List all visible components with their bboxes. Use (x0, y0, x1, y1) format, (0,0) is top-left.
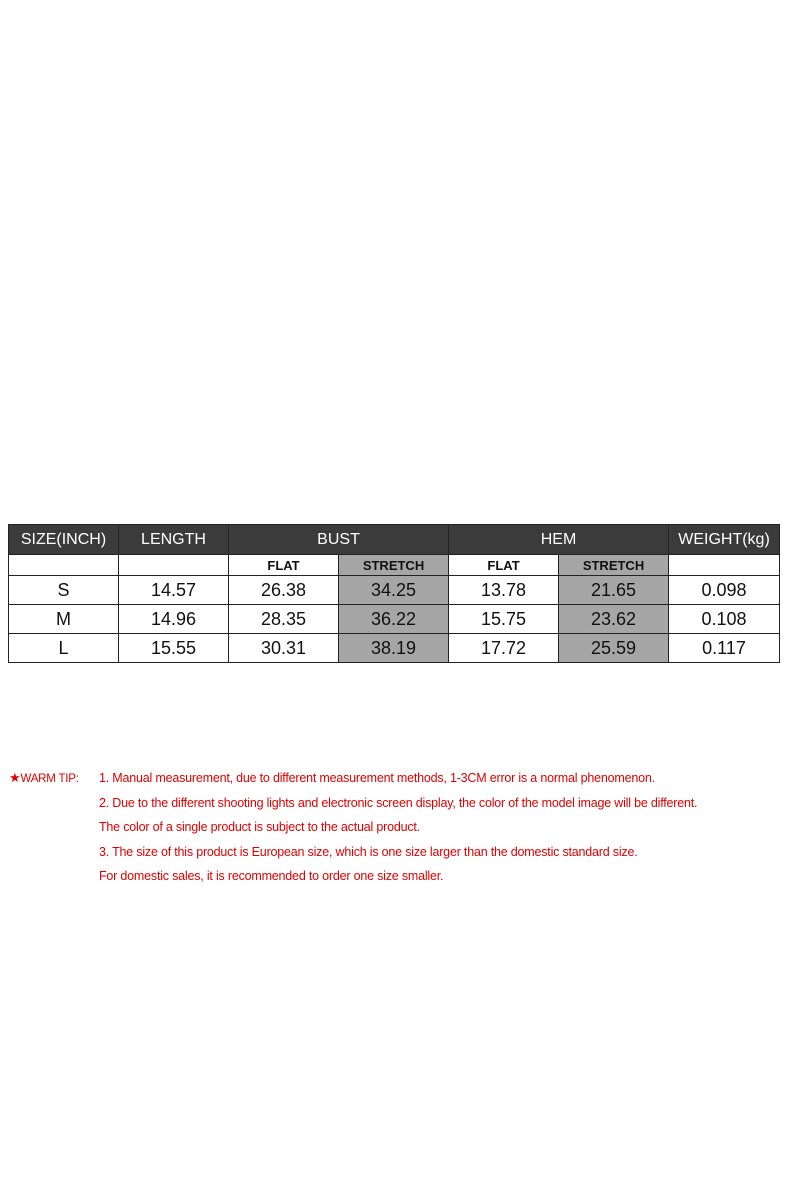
subheader-bust-flat: FLAT (229, 555, 339, 576)
tip-line (9, 840, 800, 865)
cell-size: S (9, 576, 119, 605)
tip-line (9, 864, 800, 889)
header-length: LENGTH (119, 525, 229, 555)
table-row (9, 576, 780, 605)
tip-text: 3. The size of this product is European size, which is one size larger than the domestic standard size. (99, 844, 638, 859)
subheader-hem-flat: FLAT (449, 555, 559, 576)
star-icon: ★ (9, 770, 21, 785)
cell-bust-stretch: 36.22 (339, 605, 449, 634)
cell-hem-flat: 13.78 (449, 576, 559, 605)
cell-hem-flat: 17.72 (449, 634, 559, 663)
subheader-hem-stretch: STRETCH (559, 555, 669, 576)
subheader-bust-stretch: STRETCH (339, 555, 449, 576)
cell-hem-stretch: 23.62 (559, 605, 669, 634)
tip-line (9, 791, 800, 816)
subheader-empty (669, 555, 780, 576)
tip-line (9, 815, 800, 840)
tip-text: 1. Manual measurement, due to different measurement methods, 1-3CM error is a normal phenomenon. (99, 771, 655, 785)
tip-text: For domestic sales, it is recommended to order one size smaller. (99, 869, 444, 883)
cell-bust-flat: 26.38 (229, 576, 339, 605)
header-hem: HEM (449, 525, 669, 555)
cell-length: 14.96 (119, 605, 229, 634)
warm-tip-label-text: WARM TIP: (20, 773, 79, 785)
header-bust: BUST (229, 525, 449, 555)
tip-text: 2. Due to the different shooting lights and electronic screen display, the color of the model image will be different. (99, 795, 698, 810)
cell-length: 14.57 (119, 576, 229, 605)
header-size: SIZE(INCH) (9, 525, 119, 555)
cell-hem-stretch: 25.59 (559, 634, 669, 663)
table-header-row (9, 525, 780, 555)
tip-line (9, 766, 800, 791)
table-row (9, 634, 780, 663)
cell-size: L (9, 634, 119, 663)
cell-weight: 0.108 (669, 605, 780, 634)
table-row (9, 605, 780, 634)
cell-size: M (9, 605, 119, 634)
cell-bust-flat: 28.35 (229, 605, 339, 634)
subheader-empty (9, 555, 119, 576)
cell-bust-stretch: 34.25 (339, 576, 449, 605)
cell-bust-stretch: 38.19 (339, 634, 449, 663)
cell-weight: 0.098 (669, 576, 780, 605)
subheader-empty (119, 555, 229, 576)
warm-tip-section (9, 766, 800, 889)
warm-tip-label (9, 766, 79, 792)
cell-hem-stretch: 21.65 (559, 576, 669, 605)
cell-hem-flat: 15.75 (449, 605, 559, 634)
cell-length: 15.55 (119, 634, 229, 663)
table-subheader-row (9, 555, 780, 576)
header-weight: WEIGHT(kg) (669, 525, 780, 555)
cell-bust-flat: 30.31 (229, 634, 339, 663)
size-chart-table (8, 524, 780, 663)
tip-text: The color of a single product is subject to the actual product. (99, 820, 420, 834)
cell-weight: 0.117 (669, 634, 780, 663)
